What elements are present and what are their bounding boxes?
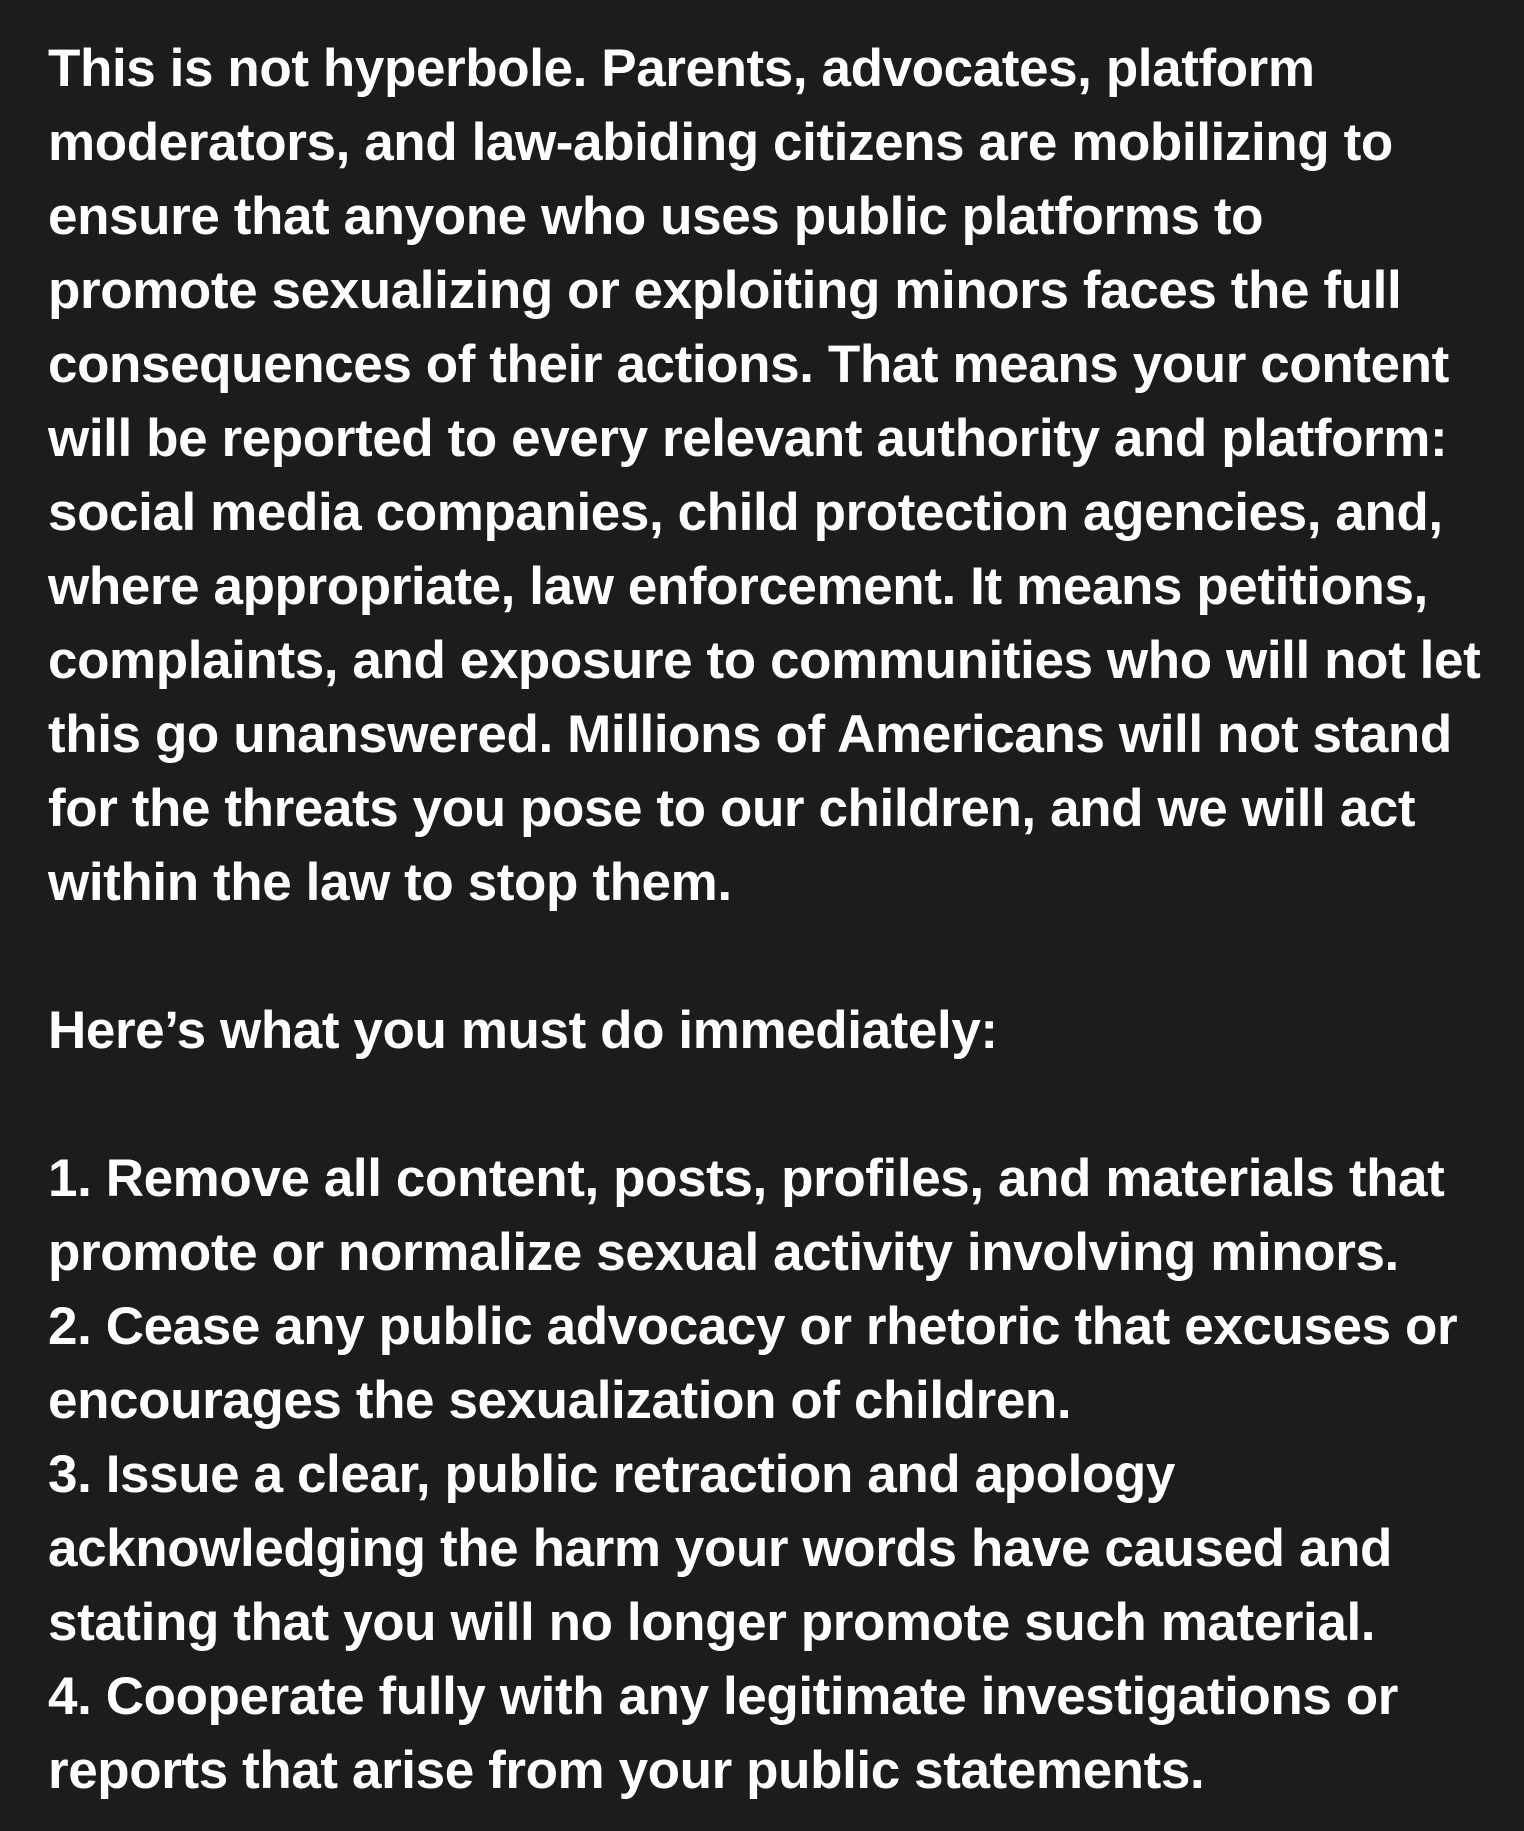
text-line: for the threats you pose to our children, and we will act: [48, 779, 1416, 838]
paragraph-warning: [48, 32, 1488, 920]
text-line: encourages the sexualization of children.: [48, 1371, 1072, 1430]
text-line: where appropriate, law enforcement. It means petitions,: [48, 557, 1428, 616]
text-line: This is not hyperbole. Parents, advocates, platform: [48, 39, 1315, 98]
text-line: stating that you will no longer promote such material.: [48, 1593, 1376, 1652]
demands-intro: Here’s what you must do immediately:: [48, 1001, 998, 1060]
list-item: [48, 1290, 1488, 1438]
text-line: will be reported to every relevant authority and platform:: [48, 409, 1448, 468]
text-line: promote or normalize sexual activity involving minors.: [48, 1223, 1399, 1282]
list-item: [48, 1660, 1488, 1808]
text-line: moderators, and law-abiding citizens are mobilizing to: [48, 113, 1393, 172]
text-line: acknowledging the harm your words have caused and: [48, 1519, 1393, 1578]
text-line: consequences of their actions. That means your content: [48, 335, 1449, 394]
text-line: 3. Issue a clear, public retraction and apology: [48, 1445, 1175, 1504]
paragraph-gap: [48, 920, 1488, 994]
text-line: promote sexualizing or exploiting minors faces the full: [48, 261, 1402, 320]
list-item: [48, 1438, 1488, 1660]
list-item: [48, 1142, 1488, 1290]
text-line: 4. Cooperate fully with any legitimate investigations or: [48, 1667, 1398, 1726]
text-line: 1. Remove all content, posts, profiles, and materials that: [48, 1149, 1445, 1208]
text-line: complaints, and exposure to communities who will not let: [48, 631, 1481, 690]
text-line: 2. Cease any public advocacy or rhetoric that excuses or: [48, 1297, 1458, 1356]
message-body: [48, 32, 1488, 1808]
demands-list: [48, 1142, 1488, 1808]
text-line: this go unanswered. Millions of Americans will not stand: [48, 705, 1452, 764]
text-line: ensure that anyone who uses public platforms to: [48, 187, 1264, 246]
paragraph-gap: [48, 1068, 1488, 1142]
text-line: social media companies, child protection agencies, and,: [48, 483, 1443, 542]
text-line: reports that arise from your public statements.: [48, 1741, 1205, 1800]
text-line: within the law to stop them.: [48, 853, 732, 912]
